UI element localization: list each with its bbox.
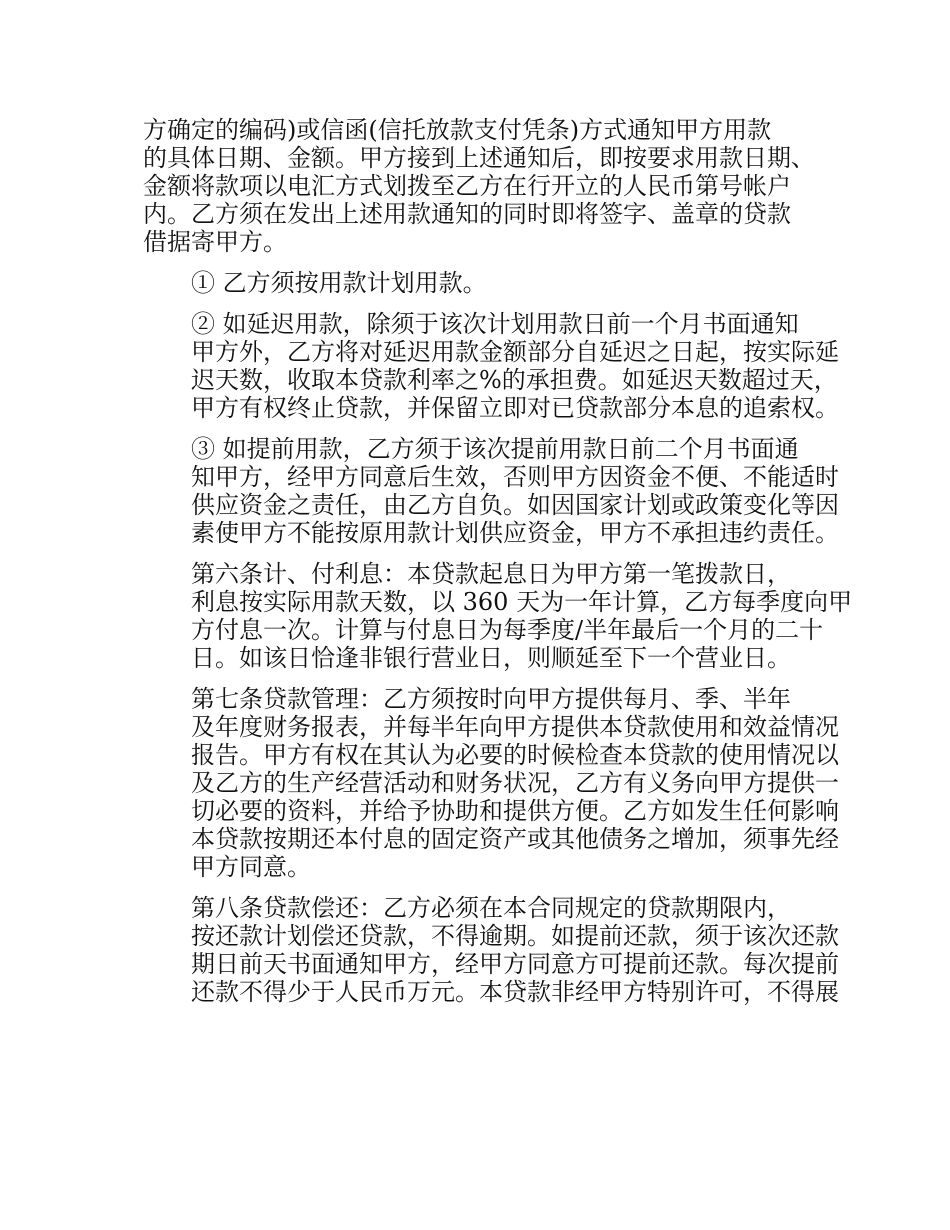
text-line: ① 乙方须按用款计划用款。 (191, 269, 487, 297)
text-line: 及乙方的生产经营活动和财务状况，乙方有义务向甲方提供一 (191, 769, 839, 797)
text-line: 第八条贷款偿还：乙方必须在本合同规定的贷款期限内， (191, 894, 791, 922)
paragraph-article-8-repayment (143, 894, 839, 1006)
text-line: ③ 如提前用款，乙方须于该次提前用款日前二个月书面通 (191, 435, 799, 463)
text-line: 甲方同意。 (191, 853, 311, 881)
text-line: 甲方外，乙方将对延迟用款金额部分自延迟之日起，按实际延 (191, 338, 839, 366)
text-line: 第七条贷款管理：乙方须按时向甲方提供每月、季、半年 (191, 685, 791, 713)
paragraph-item-3-early (143, 435, 839, 547)
text-line: 供应资金之责任，由乙方自负。如因国家计划或政策变化等因 (191, 491, 839, 519)
text-line: 知甲方，经甲方同意后生效，否则甲方因资金不便、不能适时 (191, 463, 839, 491)
text-line: 日。如该日恰逢非银行营业日，则顺延至下一个营业日。 (191, 644, 791, 672)
text-line: 利息按实际用款天数，以 360 天为一年计算，乙方每季度向甲 (191, 588, 853, 616)
text-line: 期日前天书面通知甲方，经甲方同意方可提前还款。每次提前 (191, 950, 839, 978)
text-line: 甲方有权终止贷款，并保留立即对已贷款部分本息的追索权。 (191, 394, 839, 422)
text-line: 第六条计、付利息：本贷款起息日为甲方第一笔拨款日， (191, 560, 791, 588)
paragraph-item-1 (143, 269, 815, 297)
text-line: ② 如延迟用款，除须于该次计划用款日前一个月书面通知 (191, 310, 799, 338)
text-line: 的具体日期、金额。甲方接到上述通知后，即按要求用款日期、 (143, 144, 815, 172)
text-line: 方付息一次。计算与付息日为每季度/半年最后一个月的二十 (191, 616, 824, 644)
text-line: 借据寄甲方。 (143, 228, 287, 256)
text-line: 素使甲方不能按原用款计划供应资金，甲方不承担违约责任。 (191, 519, 839, 547)
text-line: 切必要的资料，并给予协助和提供方便。乙方如发生任何影响 (191, 797, 839, 825)
document-page (143, 116, 853, 1019)
text-line: 按还款计划偿还贷款，不得逾期。如提前还款，须于该次还款 (191, 922, 839, 950)
text-line: 报告。甲方有权在其认为必要的时候检查本贷款的使用情况以 (191, 741, 839, 769)
text-line: 迟天数，收取本贷款利率之%的承担费。如延迟天数超过天， (191, 366, 838, 394)
text-line: 内。乙方须在发出上述用款通知的同时即将签字、盖章的贷款 (143, 200, 791, 228)
paragraph-item-2-delay (143, 310, 839, 422)
text-line: 方确定的编码)或信函(信托放款支付凭条)方式通知甲方用款 (143, 116, 772, 144)
text-line: 及年度财务报表，并每半年向甲方提供本贷款使用和效益情况 (191, 713, 839, 741)
paragraph-article-7-management (143, 685, 839, 881)
text-line: 本贷款按期还本付息的固定资产或其他债务之增加，须事先经 (191, 825, 839, 853)
text-line: 金额将款项以电汇方式划拨至乙方在行开立的人民币第号帐户 (143, 172, 791, 200)
text-line: 还款不得少于人民币万元。本贷款非经甲方特别许可，不得展 (191, 978, 839, 1006)
paragraph-payment-notice (143, 116, 815, 256)
paragraph-article-6-interest (143, 560, 853, 672)
